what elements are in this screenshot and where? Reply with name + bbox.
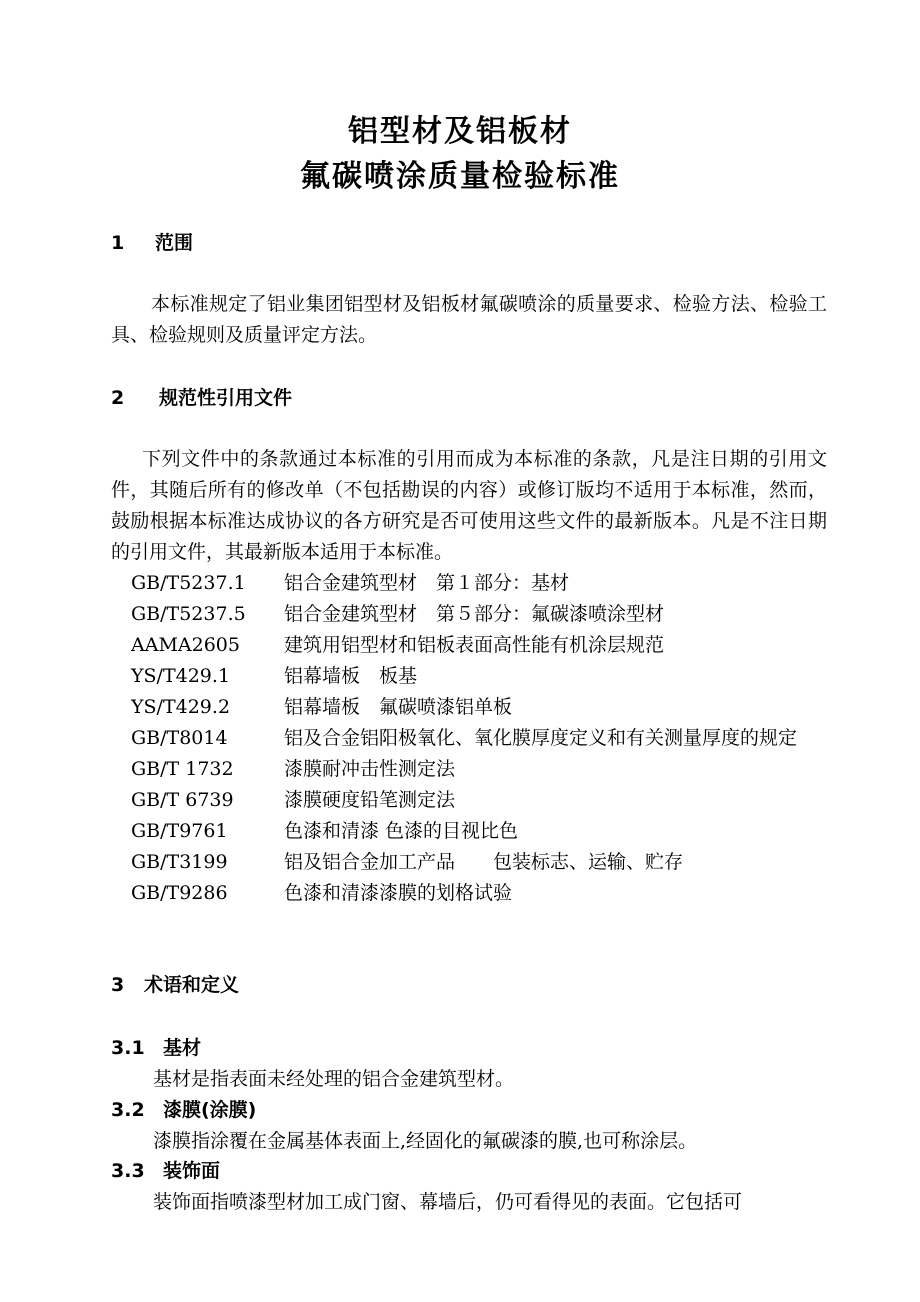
scope-paragraph: 本标准规定了铝业集团铝型材及铝板材氟碳喷涂的质量要求、检验方法、检验工具、检验规则及质量评定方法。 [111,293,827,346]
reference-item [131,599,829,630]
reference-title: 色漆和清漆漆膜的划格试验 [284,882,513,904]
reference-code: GB/T8014 [131,727,228,749]
term-number: 3.1 [111,1037,145,1059]
reference-item [131,568,829,599]
term-title: 漆膜(涂膜) [163,1099,257,1121]
reference-title: 漆膜耐冲击性测定法 [284,758,456,780]
reference-item [131,723,829,754]
term-title: 装饰面 [163,1160,221,1182]
reference-title: 铝及铝合金加工产品 包装标志、运输、贮存 [284,851,684,873]
term-heading-substrate [111,1034,201,1062]
reference-item [131,692,829,723]
term-definition: 漆膜指涂覆在金属基体表面上,经固化的氟碳漆的膜,也可称涂层。 [153,1130,698,1152]
section-title: 术语和定义 [144,974,240,996]
reference-title: 铝合金建筑型材 第１部分：基材 [284,572,570,594]
reference-code: GB/T5237.1 [131,572,246,594]
reference-code: GB/T5237.5 [131,603,246,625]
reference-item [131,630,829,661]
reference-title: 铝及合金铝阳极氧化、氧化膜厚度定义和有关测量厚度的规定 [284,727,798,749]
reference-list [131,568,829,909]
reference-code: AAMA2605 [131,634,240,656]
section-title: 范围 [155,232,194,254]
reference-item [131,847,829,878]
reference-title: 建筑用铝型材和铝板表面高性能有机涂层规范 [284,634,665,656]
reference-title: 漆膜硬度铅笔测定法 [284,789,456,811]
reference-title: 铝幕墙板 板基 [284,665,418,687]
section-number: 3 [111,974,125,996]
reference-item [131,816,829,847]
section-heading-references [111,384,292,412]
reference-item [131,661,829,692]
reference-item [131,785,829,816]
reference-title: 铝合金建筑型材 第５部分：氟碳漆喷涂型材 [284,603,665,625]
section-number: 1 [111,232,125,254]
reference-item [131,878,829,909]
reference-title: 色漆和清漆 色漆的目视比色 [284,820,519,842]
reference-code: GB/T 6739 [131,789,234,811]
reference-code: YS/T429.2 [131,696,231,718]
term-definition: 装饰面指喷漆型材加工成门窗、幕墙后，仍可看得见的表面。它包括可 [153,1191,743,1213]
term-heading-coating-film [111,1096,256,1124]
term-number: 3.2 [111,1099,145,1121]
term-title: 基材 [163,1037,202,1059]
section-number: 2 [111,387,125,409]
term-heading-decorative-surface [111,1157,220,1185]
reference-code: GB/T9286 [131,882,228,904]
term-number: 3.3 [111,1160,145,1182]
references-intro-paragraph: 下列文件中的条款通过本标准的引用而成为本标准的条款，凡是注日期的引用文件，其随后所有的修改单（不包括勘误的内容）或修订版均不适用于本标准，然而，鼓励根据本标准达成协议的各方研究是否可使用这些文件的最新版本。凡是不注日期的引用文件，其最新版本适用于本标准。 [111,448,827,563]
term-definition: 基材是指表面未经处理的铝合金建筑型材。 [153,1068,515,1090]
document-title-line-2: 氟碳喷涂质量检验标准 [300,159,620,194]
reference-code: GB/T3199 [131,851,228,873]
reference-item [131,754,829,785]
reference-code: GB/T9761 [131,820,228,842]
reference-title: 铝幕墙板 氟碳喷漆铝单板 [284,696,513,718]
section-title: 规范性引用文件 [159,387,293,409]
reference-code: GB/T 1732 [131,758,234,780]
reference-code: YS/T429.1 [131,665,231,687]
document-title-line-1: 铝型材及铝板材 [348,114,572,149]
section-heading-terms [111,971,239,999]
section-heading-scope [111,229,193,257]
